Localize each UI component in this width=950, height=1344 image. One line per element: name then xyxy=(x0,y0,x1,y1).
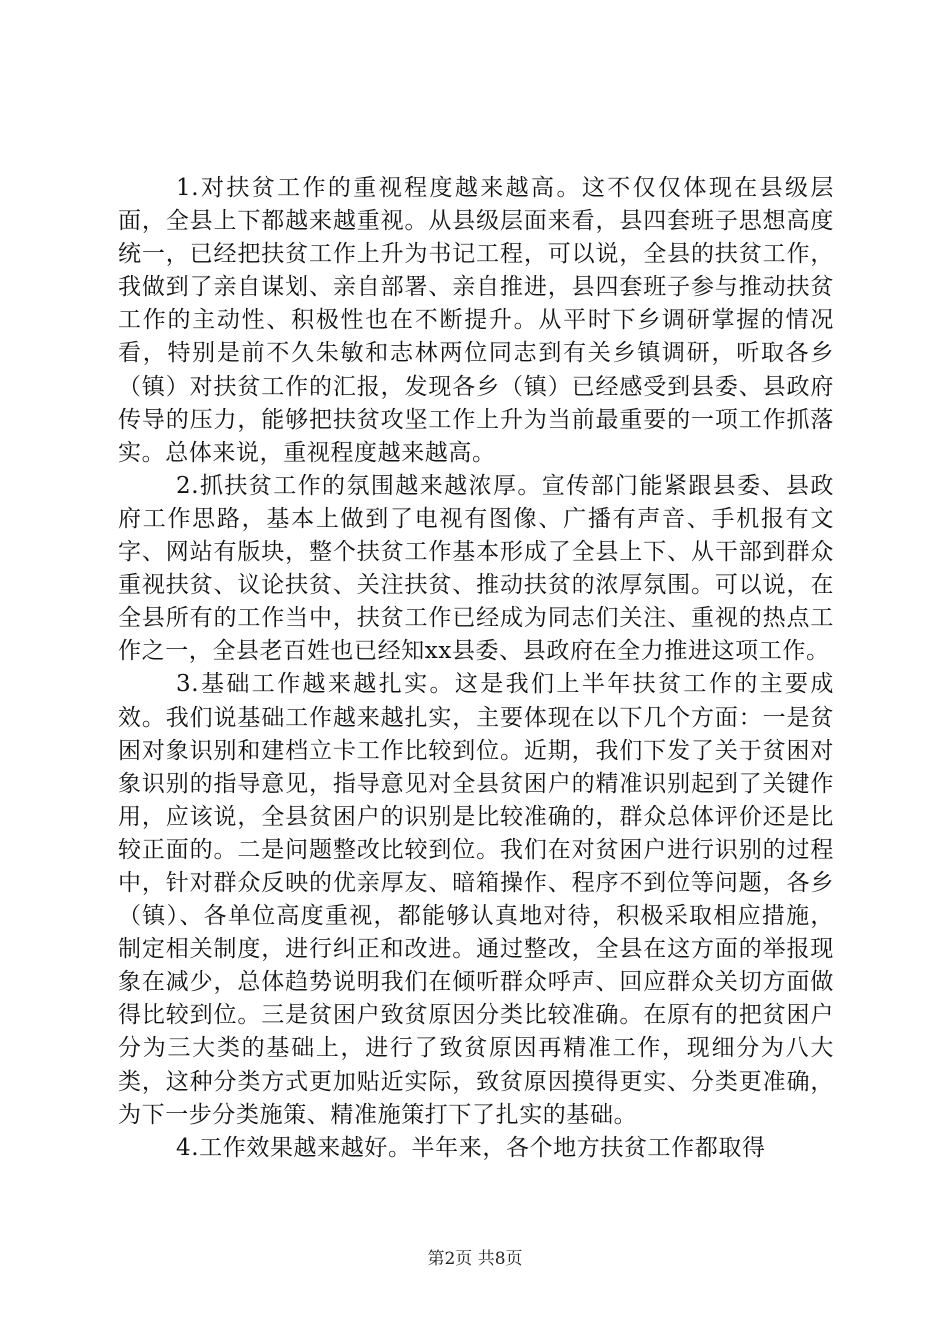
paragraph-3: 3.基础工作越来越扎实。这是我们上半年扶贫工作的主要成效。我们说基础工作越来越扎实，主要体现在以下几个方面：一是贫困对象识别和建档立卡工作比较到位。近期，我们下发了关于贫困对象识别的指导意见，指导意见对全县贫困户的精准识别起到了关键作用，应该说，全县贫困户的识别是比较准确的，群众总体评价还是比较正面的。二是问题整改比较到位。我们在对贫困户进行识别的过程中，针对群众反映的优亲厚友、暗箱操作、程序不到位等问题，各乡（镇）、各单位高度重视，都能够认真地对待，积极采取相应措施，制定相关制度，进行纠正和改进。通过整改，全县在这方面的举报现象在减少，总体趋势说明我们在倾听群众呼声、回应群众关切方面做得比较到位。三是贫困户致贫原因分类比较准确。在原有的把贫困户分为三大类的基础上，进行了致贫原因再精准工作，现细分为八大类，这种分类方式更加贴近实际，致贫原因摸得更实、分类更准确，为下一步分类施策、精准施策打下了扎实的基础。 xyxy=(118,671,834,1128)
page-footer xyxy=(0,1244,950,1269)
page-number: 第2页 共8页 xyxy=(427,1249,523,1269)
paragraph-1: 1.对扶贫工作的重视程度越来越高。这不仅仅体现在县级层面，全县上下都越来越重视。从县级层面来看，县四套班子思想高度统一，已经把扶贫工作上升为书记工程，可以说，全县的扶贫工作，我做到了亲自谋划、亲自部署、亲自推进，县四套班子参与推动扶贫工作的主动性、积极性也在不断提升。从平时下乡调研掌握的情况看，特别是前不久朱敏和志林两位同志到有关乡镇调研，听取各乡（镇）对扶贫工作的汇报，发现各乡（镇）已经感受到县委、县政府传导的压力，能够把扶贫攻坚工作上升为当前最重要的一项工作抓落实。总体来说，重视程度越来越高。 xyxy=(118,175,834,466)
paragraph-4: 4.工作效果越来越好。半年来，各个地方扶贫工作都取得 xyxy=(176,1134,766,1161)
paragraph-2: 2.抓扶贫工作的氛围越来越浓厚。宣传部门能紧跟县委、县政府工作思路，基本上做到了电视有图像、广播有声音、手机报有文字、网站有版块，整个扶贫工作基本形成了全县上下、从干部到群众重视扶贫、议论扶贫、关注扶贫、推动扶贫的浓厚氛围。可以说，在全县所有的工作当中，扶贫工作已经成为同志们关注、重视的热点工作之一，全县老百姓也已经知xx县委、县政府在全力推进这项工作。 xyxy=(118,472,834,665)
document-body xyxy=(118,172,834,1165)
